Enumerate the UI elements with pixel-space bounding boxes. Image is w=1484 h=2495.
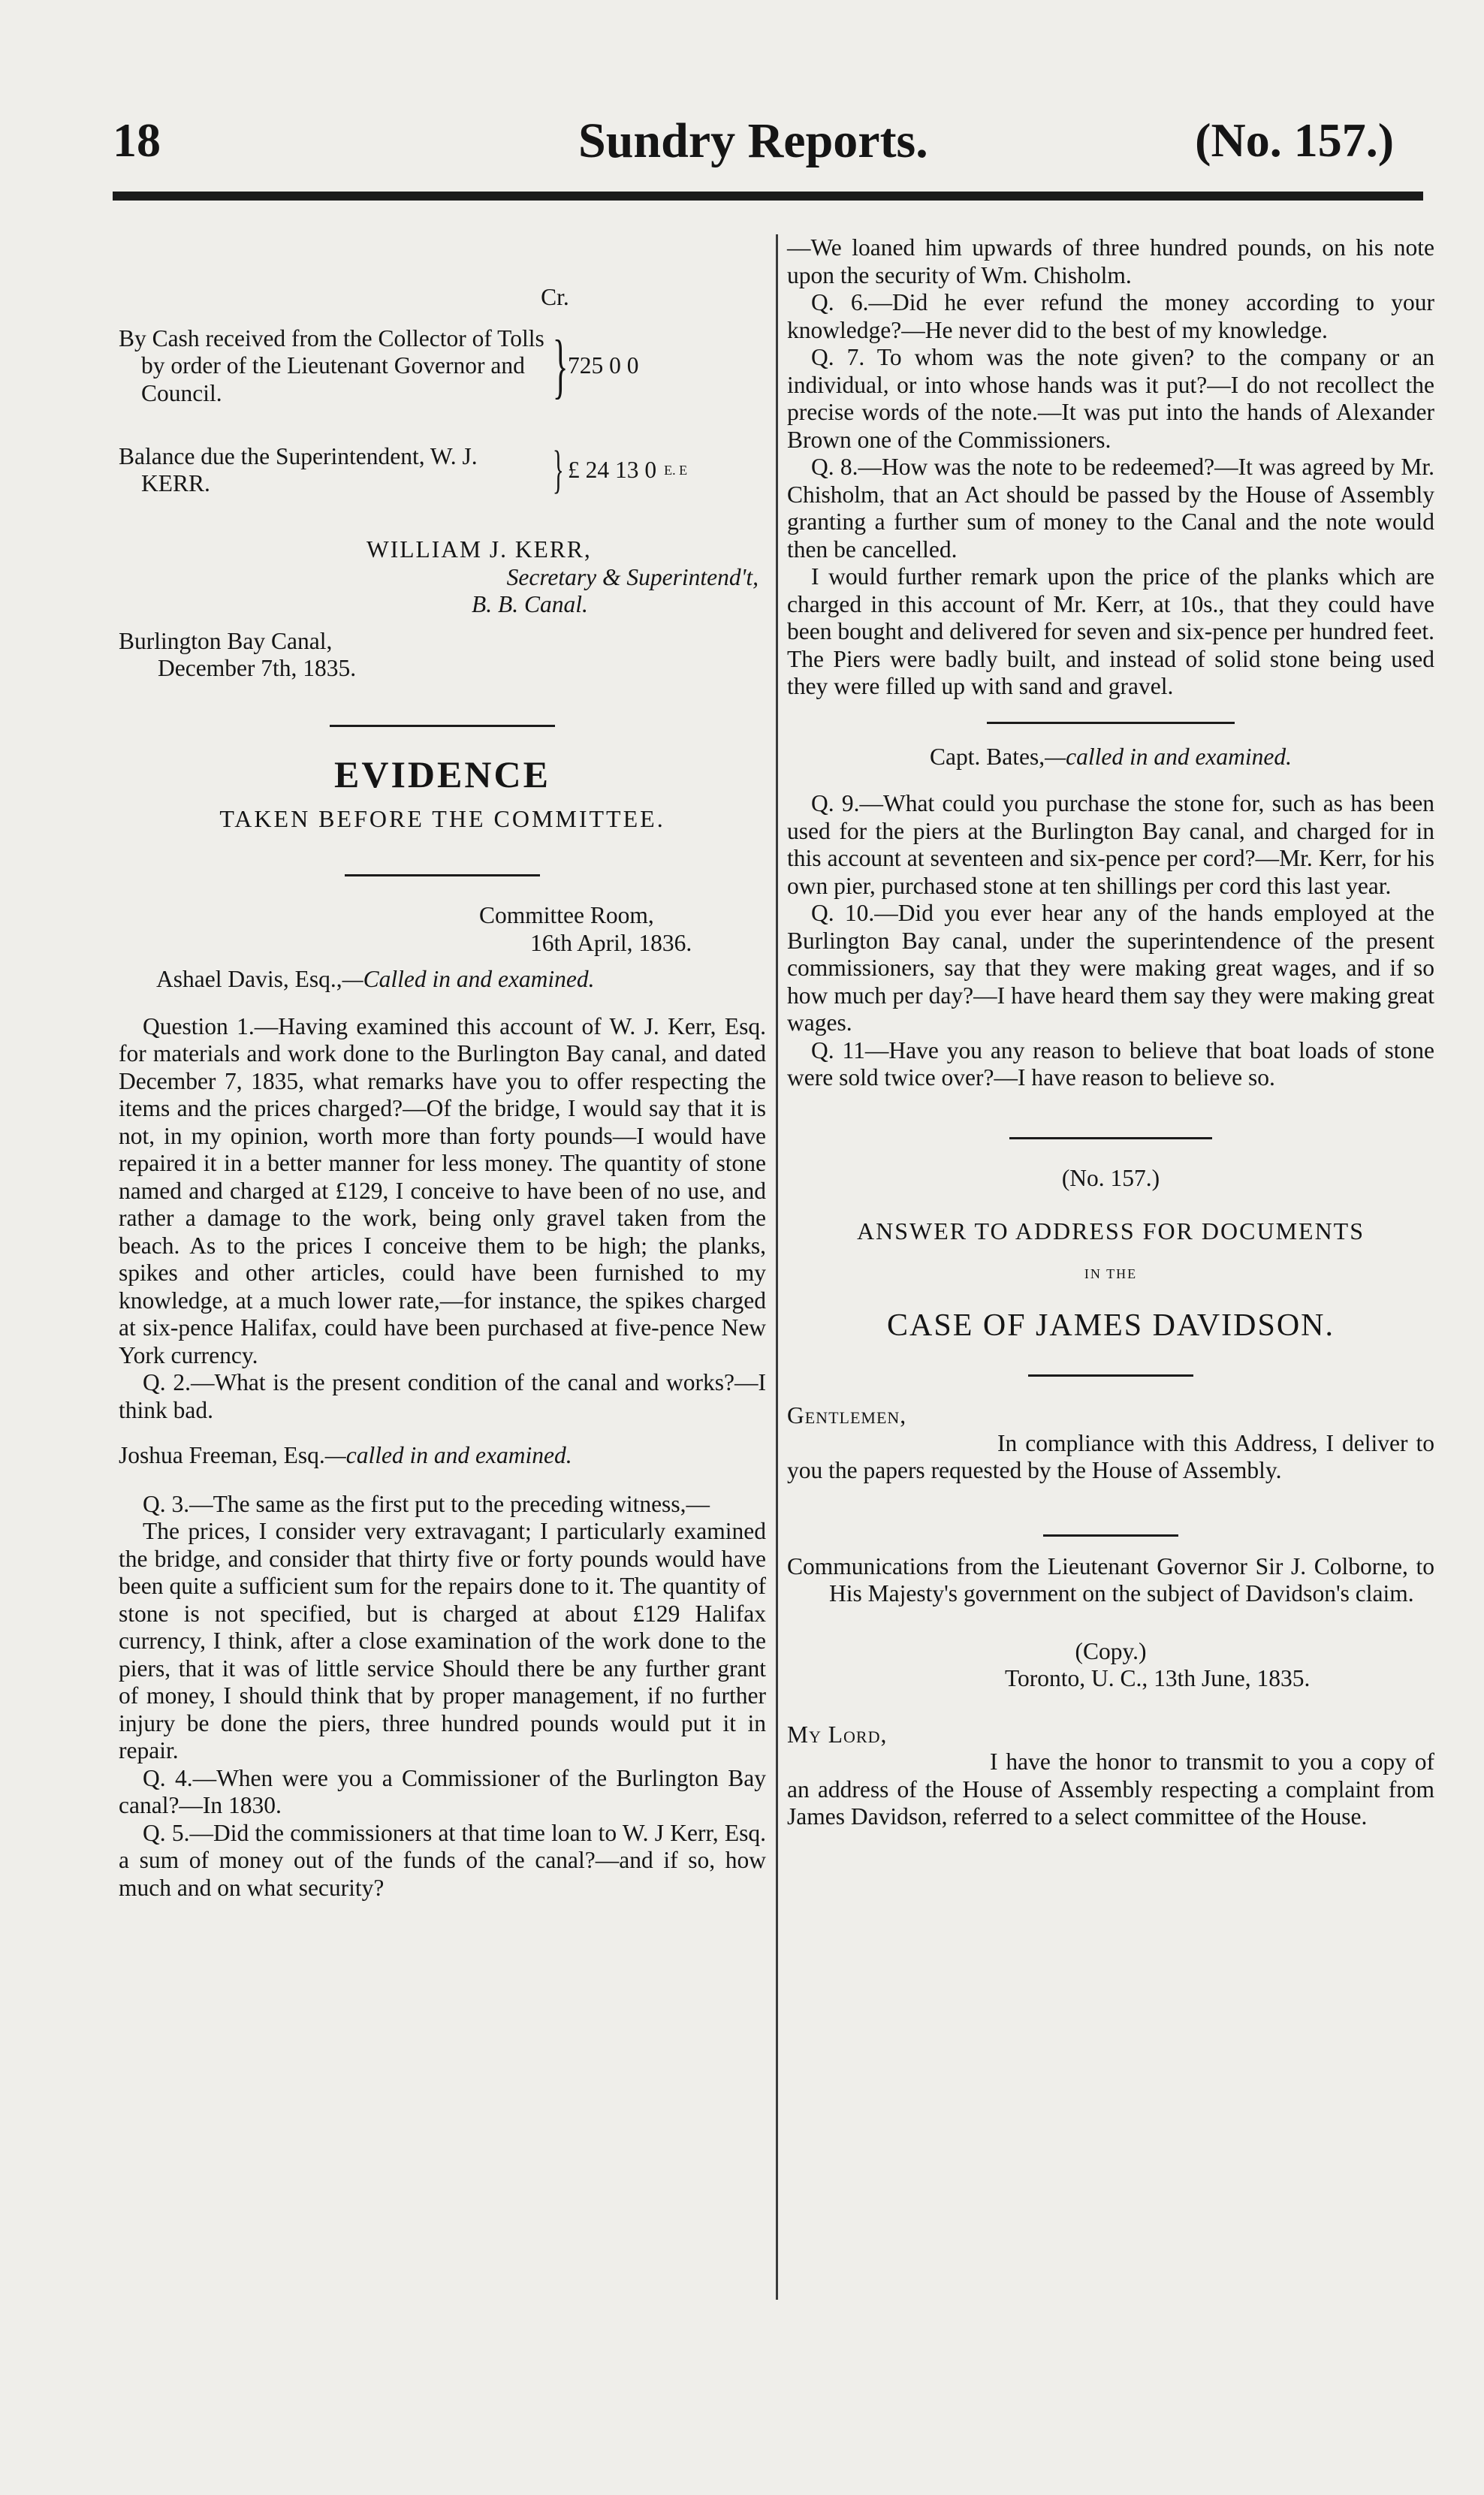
divider-rule: [1043, 1534, 1178, 1537]
letter-salutation: My Lord,: [787, 1721, 888, 1748]
report-number: (No. 157.): [1195, 113, 1394, 167]
cash-text: By Cash received from the Collector of Tolls by order of the Lieutenant Governor and Council.: [119, 324, 544, 406]
evidence-heading: EVIDENCE: [334, 753, 550, 795]
question-8: Q. 8.—How was the note to be redeemed?—It was agreed by Mr. Chisholm, that an Act should be passed by the House of Assembly granting a further sum of money to the Canal and the note would then be cancelled.: [787, 454, 1434, 563]
question-9: Q. 9.—What could you purchase the stone for, such as has been used for the piers at the Burlington Bay canal, and charged for in this account at seventeen and six-pence per cord?—Mr. Kerr, for his own pier, purchased stone at ten shillings per cord this last year.: [787, 790, 1434, 899]
question-4: Q. 4.—When were you a Commissioner of the Burlington Bay canal?—In 1830.: [119, 1764, 766, 1818]
case-heading: CASE OF JAMES DAVIDSON.: [887, 1308, 1335, 1343]
divider-rule: [987, 722, 1235, 724]
evidence-subheading: TAKEN BEFORE THE COMMITTEE.: [219, 804, 665, 832]
copy-label: (Copy.): [1075, 1637, 1147, 1664]
balance-amount: £ 24 13 0: [568, 456, 657, 483]
question-3: Q. 3.—The same as the first put to the preceding witness,—: [143, 1490, 710, 1517]
cash-amount: 725 0 0: [568, 352, 639, 379]
divider-rule: [330, 725, 555, 727]
question-3-answer: The prices, I consider very extravagant; I particularly examined the bridge, and consider that thirty five or forty pounds would have been quite a sufficient sum for the repairs done to it. The quantity of stone is not specified, but is charged at about £129 Halifax currency, I think, after a close examination of the work done to the piers, that it was of little service Should there be any further grant of money, I should think that by proper management, if no further injury be done the piers, three hundred pounds would put it in repair.: [119, 1518, 766, 1763]
witness-name: Joshua Freeman, Esq.: [119, 1442, 325, 1468]
salutation: Gentlemen,: [787, 1402, 907, 1429]
in-the-label: IN THE: [1084, 1266, 1138, 1281]
header-rule: [113, 192, 1423, 201]
question-5: Q. 5.—Did the commissioners at that time loan to W. J Kerr, Esq. a sum of money out of the funds of the canal?—and if so, how much and on what security?: [119, 1819, 766, 1901]
question-7: Q. 7. To whom was the note given? to the company or an individual, or into whose hands was it put?—I do not recollect the precise words of the note.—It was put into the hands of Alexander Brown one of the Commissioners.: [787, 344, 1434, 453]
question-10: Q. 10.—Did you ever hear any of the hands employed at the Burlington Bay canal, under the superintendence of the present commissioners, say that they were making great wages, and if so how much per day?—I have heard them say they were making great wages.: [787, 900, 1434, 1036]
question-11: Q. 11—Have you any reason to believe that boat loads of stone were sold twice over?—I have reason to believe so.: [787, 1036, 1434, 1091]
letter-date: Toronto, U. C., 13th June, 1835.: [1005, 1665, 1311, 1691]
running-title: Sundry Reports.: [578, 113, 928, 168]
question-6: Q. 6.—Did he ever refund the money according to your knowledge?—He never did to the best of my knowledge.: [787, 289, 1434, 343]
column-divider: [776, 234, 778, 2300]
witness-called: —called in and examined.: [1045, 743, 1292, 770]
witness-name: Capt. Bates,: [929, 743, 1045, 770]
cr-label: Cr.: [541, 284, 569, 310]
further-remark: I would further remark upon the price of the planks which are charged in this account of Mr. Kerr, at 10s., that they could have been bought and delivered for seven and six-pence per hundred feet. The Piers were badly built, and instead of solid stone being used they were filled up with sand and gravel.: [787, 563, 1434, 699]
cash-entry: [119, 325, 766, 408]
document-number: (No. 157.): [1061, 1164, 1160, 1191]
balance-mark: E. E: [664, 462, 688, 478]
compliance-text: In compliance with this Address, I deliver to you the papers requested by the House of Assembly.: [787, 1429, 1434, 1483]
place-line: Burlington Bay Canal,: [119, 627, 333, 654]
left-column: [119, 234, 766, 1902]
page-number: 18: [113, 113, 161, 167]
question-5-continued: —We loaned him upwards of three hundred pounds, on his note upon the security of Wm. Chisholm.: [787, 234, 1434, 288]
signer-title: Secretary & Superintend't,: [506, 563, 759, 590]
witness-heading: [119, 1442, 766, 1470]
divider-rule: [1028, 1374, 1193, 1377]
question-1: Question 1.—Having examined this account of W. J. Kerr, Esq. for materials and work done to the Burlington Bay canal, and dated December 7, 1835, what remarks have you to offer respecting the items and the prices charged?—Of the bridge, I would say that it is not, in my opinion, worth more than forty pounds—I would have repaired it in a better manner for less money. The quantity of stone named and charged at £129, I conceive to have been of no use, and rather a damage to the work, being only gravel taken from the beach. As to the prices I conceive them to be high; the planks, spikes and other articles, could have been furnished to my knowledge, at a much lower rate,—for instance, the spikes charged at six-pence Halifax, could have been purchased at five-pence New York currency.: [119, 1012, 766, 1368]
signer-title-2: B. B. Canal.: [472, 591, 588, 617]
page-header: [113, 113, 1424, 173]
date-line: December 7th, 1835.: [158, 655, 357, 681]
divider-rule: [1009, 1137, 1212, 1139]
balance-entry: [119, 434, 766, 506]
committee-room: Committee Room,: [479, 902, 654, 928]
right-column: [787, 234, 1434, 1831]
witness-heading: [787, 744, 1434, 771]
brace-glyph: }: [552, 325, 569, 406]
letter-text: I have the honor to transmit to you a copy of an address of the House of Assembly respecting a complaint from James Davidson, referred to a select committee of the House.: [787, 1748, 1434, 1830]
witness-called: —Called in and examined.: [342, 966, 595, 992]
brace-glyph: }: [552, 441, 564, 499]
witness-called: —called in and examined.: [324, 1442, 572, 1468]
witness-heading: [119, 966, 766, 994]
committee-date: 16th April, 1836.: [530, 929, 692, 956]
question-2: Q. 2.—What is the present condition of the canal and works?—I think bad.: [119, 1369, 766, 1423]
signer-name: WILLIAM J. KERR,: [366, 536, 592, 563]
witness-name: Ashael Davis, Esq.,: [156, 966, 342, 992]
communications-heading: Communications from the Lieutenant Governor Sir J. Colborne, to His Majesty's government on the subject of Davidson's claim.: [787, 1552, 1434, 1607]
balance-text: Balance due the Superintendent, W. J. KERR.: [119, 442, 478, 496]
divider-rule: [345, 874, 540, 876]
answer-heading: ANSWER TO ADDRESS FOR DOCUMENTS: [856, 1217, 1365, 1244]
